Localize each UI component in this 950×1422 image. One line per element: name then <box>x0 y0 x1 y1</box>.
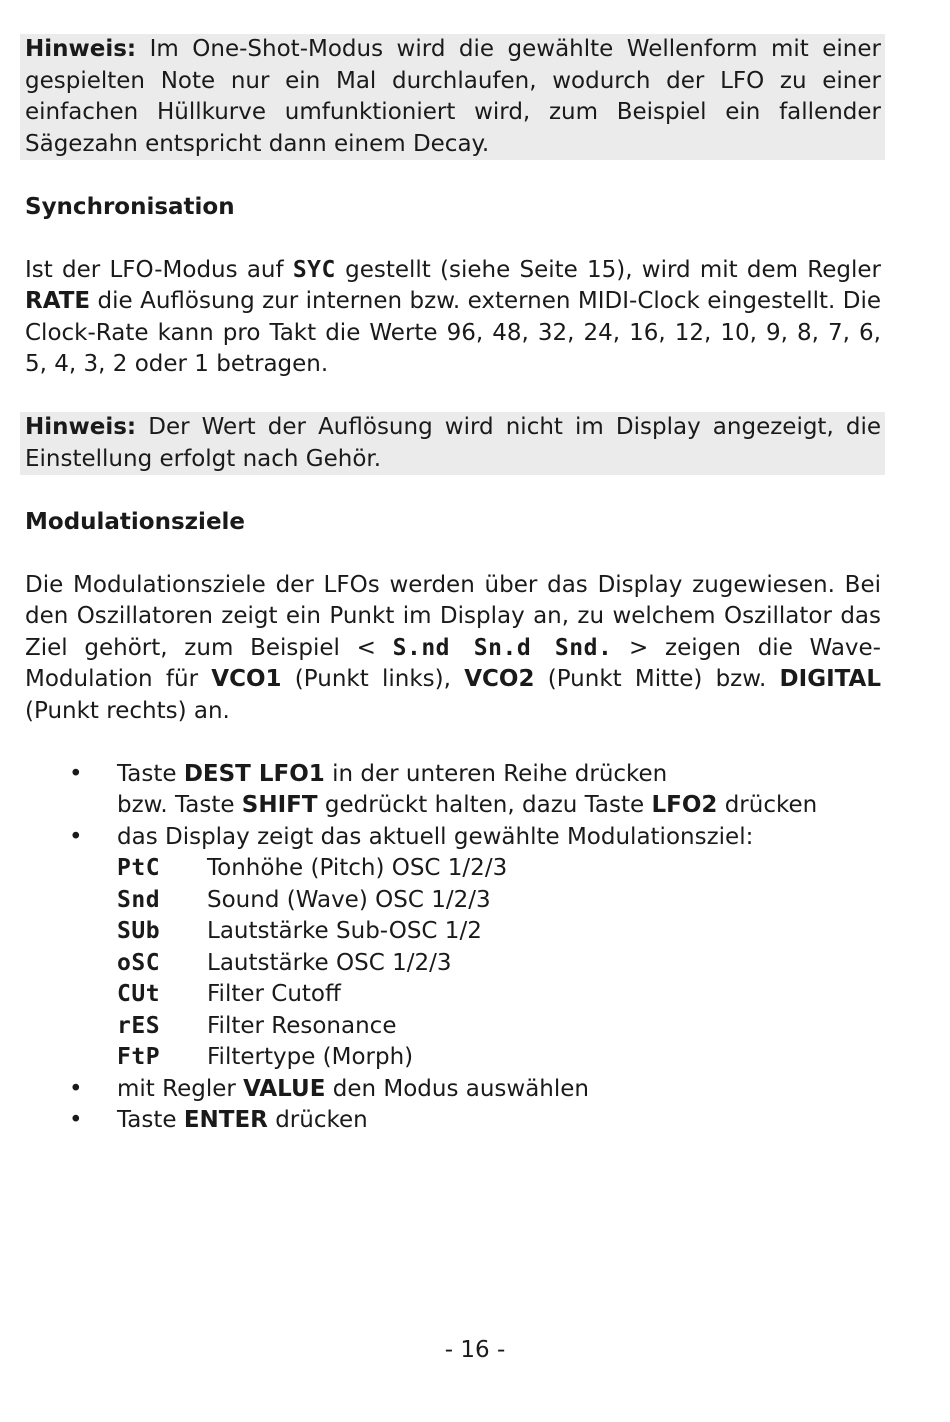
note-text: Hinweis: Im One-Shot-Modus wird die gewählte Wellenform mit einer gespielten Note nur ein Mal durchlaufen, wodurch der LFO zu einer einfachen Hüllkurve umfunktioniert wird, zum Beispiel ein fallender Sägezahn entspricht dann einem Decay. <box>25 36 881 157</box>
bullet-icon: • <box>69 823 83 850</box>
page-number: - 16 - <box>444 1337 506 1363</box>
note-resolution <box>20 412 885 475</box>
note-text: Hinweis: Der Wert der Auflösung wird nicht im Display angezeigt, die Einstellung erfolgt nach Gehör. <box>25 414 881 472</box>
list-item: • Taste ENTER drücken <box>25 1105 881 1137</box>
bullet-icon: • <box>69 760 83 787</box>
target-row: CUt Filter Cutoff <box>117 981 341 1007</box>
lcd-code-syc: SYC <box>292 256 336 283</box>
page-content <box>25 34 881 1137</box>
rate-knob-label: RATE <box>25 288 91 314</box>
target-row: FtP Filtertype (Morph) <box>117 1044 414 1070</box>
note-label: Hinweis: <box>25 414 137 440</box>
target-row: Snd Sound (Wave) OSC 1/2/3 <box>117 886 491 913</box>
target-row: rES Filter Resonance <box>117 1012 397 1039</box>
steps-list <box>25 759 881 1137</box>
target-list <box>117 853 881 1074</box>
target-row: oSC Lautstärke OSC 1/2/3 <box>117 949 452 976</box>
list-item: • mit Regler VALUE den Modus auswählen <box>25 1074 881 1106</box>
target-row: PtC Tonhöhe (Pitch) OSC 1/2/3 <box>117 855 508 881</box>
bullet-icon: • <box>69 1107 83 1133</box>
target-row: SUb Lautstärke Sub-OSC 1/2 <box>117 918 482 944</box>
mod-paragraph: Die Modulationsziele der LFOs werden über das Display zugewiesen. Bei den Oszillatoren zeigt ein Punkt im Display an, zu welchem Oszillator das Ziel gehört, zum Beispiel < S.nd Sn.d Snd. > zeigen die Wave-Modulation für VCO1 (Punkt links), VCO2 (Punkt Mitte) bzw. DIGITAL (Punkt rechts) an. <box>25 571 881 724</box>
lcd-code-snd: S.nd Sn.d Snd. <box>392 634 613 661</box>
note-one-shot <box>20 34 885 160</box>
heading-synchronisation: Synchronisation <box>25 193 235 220</box>
heading-modulationsziele: Modulationsziele <box>25 508 246 535</box>
list-item: • das Display zeigt das aktuell gewählte Modulationsziel: PtC Tonhöhe (Pitch) OSC 1/2/3 Snd Sound (Wave) OSC 1/2/3 SUb Lautstärke Sub-OSC 1/2 oSC Lautstärke OSC 1/2/3 CUt Filter Cutoff rES Filter Resonance FtP Filtertype (Morph) <box>25 822 881 1074</box>
note-label: Hinweis: <box>25 36 137 62</box>
sync-paragraph: Ist der LFO-Modus auf SYC gestellt (siehe Seite 15), wird mit dem Regler RATE die Auflösung zur internen bzw. externen MIDI-Clock eingestellt. Die Clock-Rate kann pro Takt die Werte 96, 48, 32, 24, 16, 12, 10, 9, 8, 7, 6, 5, 4, 3, 2 oder 1 betragen. <box>25 256 881 377</box>
bullet-icon: • <box>69 1075 83 1102</box>
list-item: • Taste DEST LFO1 in der unteren Reihe drücken bzw. Taste SHIFT gedrückt halten, dazu Taste LFO2 drücken <box>69 760 818 818</box>
